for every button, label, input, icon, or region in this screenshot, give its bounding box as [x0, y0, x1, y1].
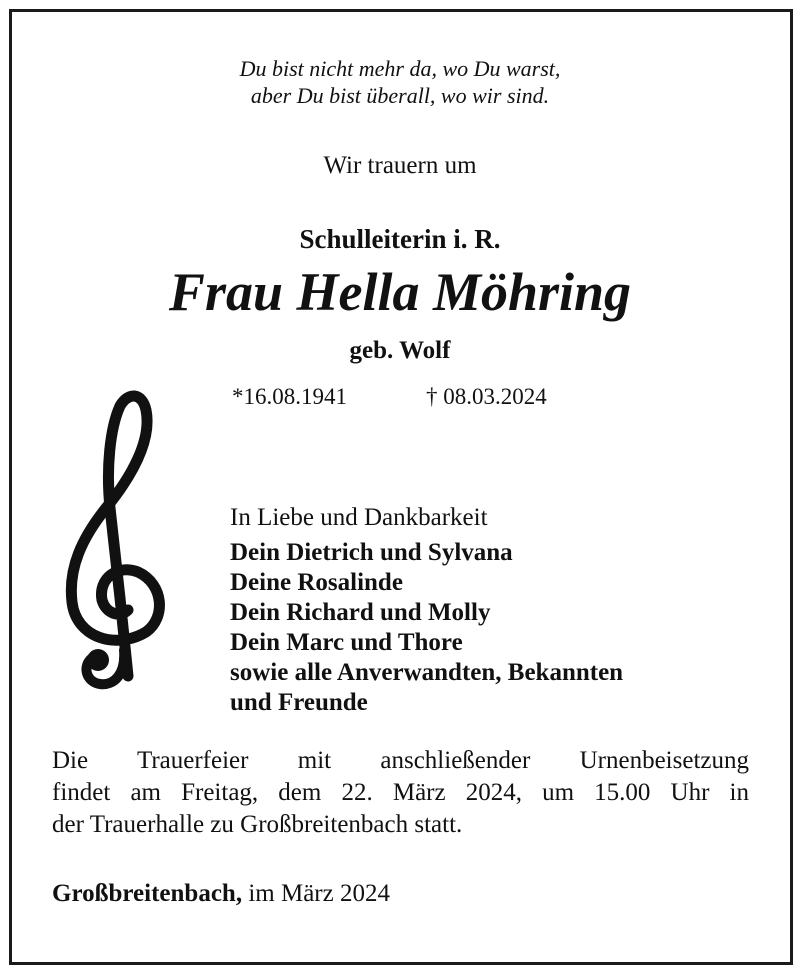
quote-line-2: aber Du bist überall, wo wir sind.	[250, 83, 550, 108]
deceased-title: Schulleiterin i. R.	[299, 224, 501, 254]
death-date: † 08.03.2024	[426, 384, 547, 409]
mourner-line: Dein Richard und Molly	[230, 599, 491, 626]
service-info-line-3: der Trauerhalle zu Großbreitenbach statt.	[52, 811, 463, 838]
service-info-line-2: findet am Freitag, dem 22. März 2024, um 15.00 Uhr in	[52, 779, 749, 806]
signoff-place: Großbreitenbach,	[52, 880, 243, 907]
mourner-line: Dein Marc und Thore	[230, 629, 463, 656]
signoff-date: im März 2024	[242, 880, 390, 907]
maiden-name: geb. Wolf	[349, 337, 451, 364]
mourner-line: und Freunde	[230, 689, 368, 716]
mourner-line: sowie alle Anverwandten, Bekannten	[230, 659, 624, 686]
treble-clef-icon	[62, 388, 174, 690]
birth-date: *16.08.1941	[232, 384, 347, 409]
quote-line-1: Du bist nicht mehr da, wo Du warst,	[239, 56, 561, 81]
mourner-line: Dein Dietrich und Sylvana	[230, 539, 513, 566]
mourner-line: Deine Rosalinde	[230, 569, 403, 596]
deceased-name: Frau Hella Möhring	[168, 262, 632, 322]
mourning-intro: Wir trauern um	[323, 152, 477, 179]
gratitude-intro: In Liebe und Dankbarkeit	[230, 504, 488, 531]
signoff	[52, 878, 390, 910]
service-info-line-1: Die Trauerfeier mit anschließender Urnenbeisetzung	[52, 747, 749, 774]
